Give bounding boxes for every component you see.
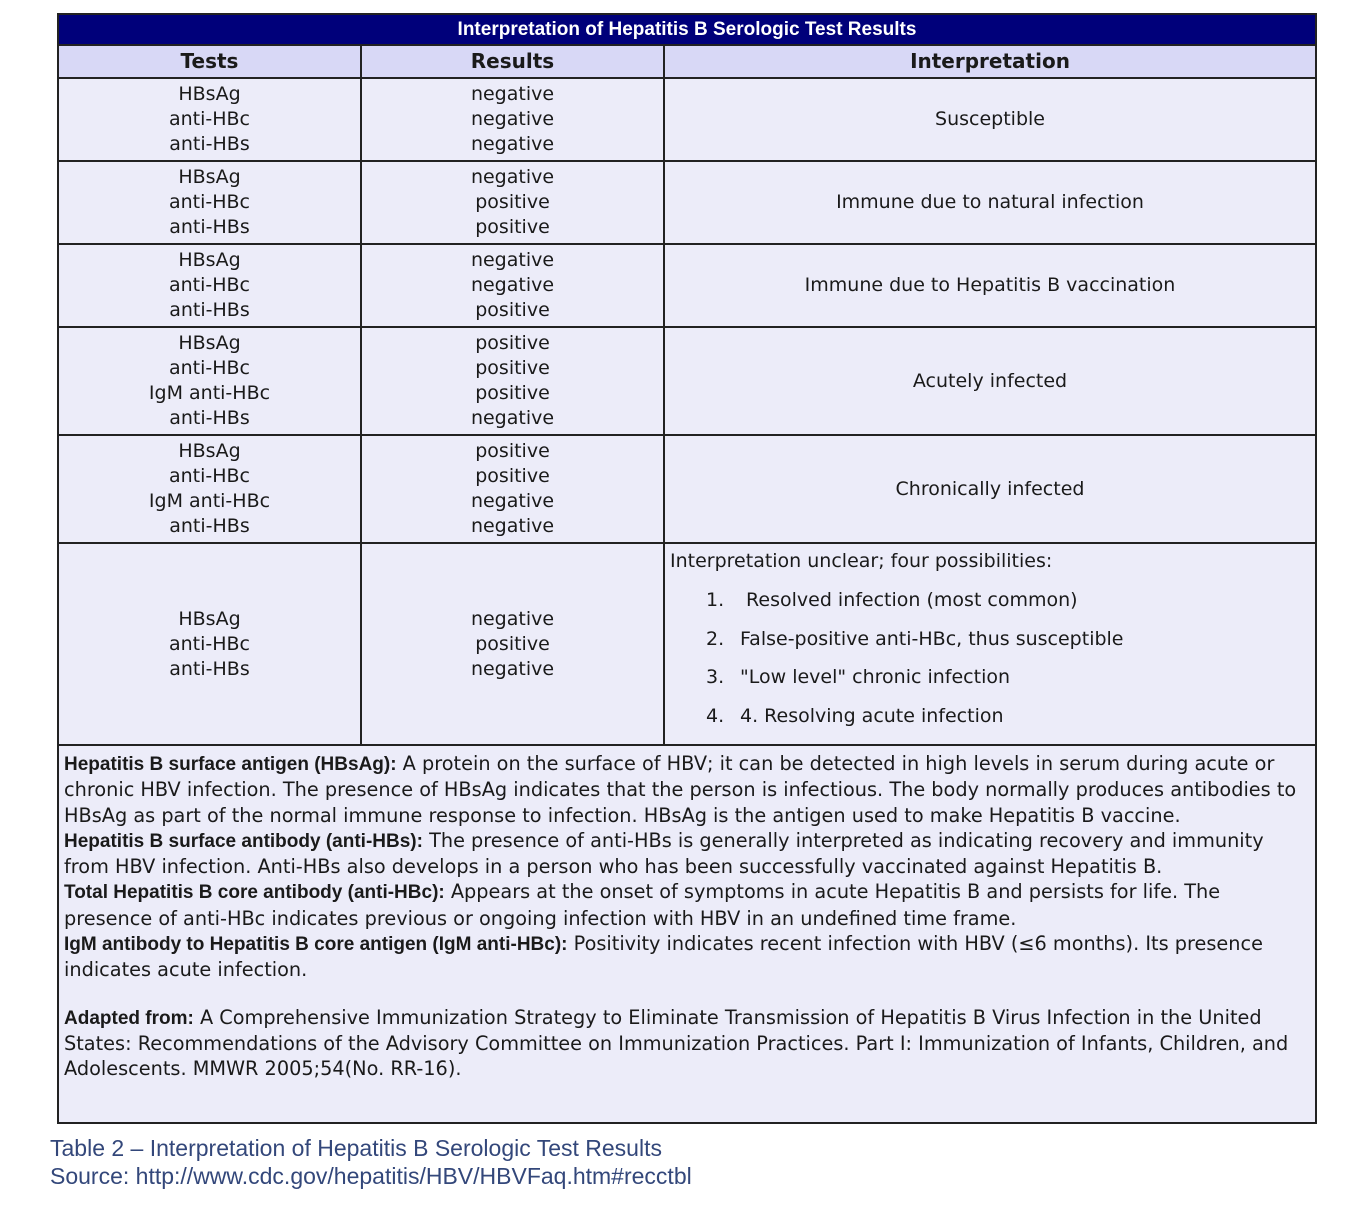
test-result: negative bbox=[470, 657, 555, 680]
tests-cell bbox=[59, 328, 362, 434]
test-name: anti-HBs bbox=[169, 299, 250, 321]
definition-term: Total Hepatitis B core antibody (anti-HBc): bbox=[64, 882, 445, 904]
table-row bbox=[59, 436, 1315, 544]
results-cell bbox=[362, 436, 665, 542]
test-result: negative bbox=[470, 133, 555, 155]
possibility-item bbox=[670, 626, 1124, 652]
table-title: Interpretation of Hepatitis B Serologic Test Results bbox=[59, 15, 1315, 46]
tests-cell bbox=[59, 245, 362, 326]
possibility-number: 1. bbox=[706, 588, 725, 611]
possibility-item bbox=[670, 587, 1124, 613]
test-result: negative bbox=[470, 83, 555, 105]
results-cell bbox=[362, 79, 665, 160]
interpretation-intro: Interpretation unclear; four possibilities: bbox=[670, 550, 1053, 572]
test-result: negative bbox=[470, 407, 555, 429]
table-row bbox=[59, 328, 1315, 436]
test-result: positive bbox=[475, 357, 550, 379]
adapted-label: Adapted from: bbox=[64, 1007, 194, 1029]
test-name: HBsAg bbox=[178, 332, 241, 354]
test-result: negative bbox=[470, 274, 555, 296]
possibilities-list bbox=[670, 574, 1124, 729]
interpretation-cell: Immune due to natural infection bbox=[836, 191, 1144, 213]
test-result: positive bbox=[475, 332, 550, 354]
results-cell bbox=[362, 162, 665, 243]
header-tests: Tests bbox=[59, 46, 362, 77]
definition-igm-anti-hbc bbox=[64, 931, 1309, 983]
test-name: HBsAg bbox=[178, 440, 241, 462]
test-name: anti-HBs bbox=[169, 133, 250, 155]
definition-text: Appears at the onset of symptoms in acute Hepatitis B and persists for life. The presence of anti-HBc indicates previous or ongoing infection with HBV in an undefined time frame. bbox=[64, 880, 1221, 930]
adapted-from bbox=[64, 1005, 1309, 1082]
test-name: HBsAg bbox=[178, 607, 241, 630]
table-row bbox=[59, 79, 1315, 162]
test-name: IgM anti-HBc bbox=[148, 490, 271, 512]
figure-caption bbox=[50, 1134, 692, 1190]
interpretation-cell: Acutely infected bbox=[912, 369, 1068, 392]
possibility-number: 2. bbox=[706, 627, 725, 650]
test-result: negative bbox=[470, 108, 555, 130]
possibility-text: 4. Resolving acute infection bbox=[740, 705, 1004, 728]
test-name: IgM anti-HBc bbox=[148, 382, 271, 404]
test-name: HBsAg bbox=[178, 249, 241, 271]
test-name: anti-HBc bbox=[168, 274, 251, 296]
caption-source: Source: http://www.cdc.gov/hepatitis/HBV/HBVFaq.htm#recctbl bbox=[50, 1163, 692, 1189]
definition-term: Hepatitis B surface antibody (anti-HBs): bbox=[64, 830, 423, 852]
definition-hbsag bbox=[64, 751, 1309, 828]
caption-title: Table 2 – Interpretation of Hepatitis B Serologic Test Results bbox=[50, 1135, 662, 1161]
test-name: anti-HBc bbox=[168, 357, 251, 379]
test-name: anti-HBs bbox=[169, 216, 250, 238]
definitions-section bbox=[59, 746, 1315, 1122]
possibility-item bbox=[670, 664, 1124, 690]
test-result: negative bbox=[470, 607, 555, 630]
definition-anti-hbc bbox=[64, 879, 1309, 931]
test-name: HBsAg bbox=[178, 166, 241, 188]
test-result: positive bbox=[475, 299, 550, 321]
possibility-text: "Low level" chronic infection bbox=[740, 666, 1011, 689]
results-cell bbox=[362, 544, 665, 744]
test-result: positive bbox=[475, 465, 550, 487]
definition-text: A protein on the surface of HBV; it can be detected in high levels in serum during acute or chronic HBV infection. The presence of HBsAg indicates that the person is infectious. The body normally produces antibodies to HBsAg as part of the normal immune response to infection. HBsAg is the antigen used to make Hepatitis B vaccine. bbox=[64, 752, 1297, 827]
table-row bbox=[59, 162, 1315, 245]
test-result: positive bbox=[475, 632, 550, 655]
tests-cell bbox=[59, 544, 362, 744]
possibility-text: Resolved infection (most common) bbox=[740, 588, 1078, 611]
possibility-number: 3. bbox=[706, 666, 725, 689]
test-result: positive bbox=[475, 382, 550, 404]
test-name: anti-HBs bbox=[169, 657, 250, 680]
possibility-item bbox=[670, 703, 1124, 729]
interpretation-cell: Immune due to Hepatitis B vaccination bbox=[804, 274, 1176, 296]
test-result: negative bbox=[470, 490, 555, 512]
test-result: positive bbox=[475, 440, 550, 462]
test-name: anti-HBs bbox=[169, 515, 250, 537]
definition-text: The presence of anti-HBs is generally interpreted as indicating recovery and immunity from HBV infection. Anti-HBs also develops in a person who has been successfully vaccinated against Hepatitis B. bbox=[64, 828, 1264, 879]
tests-cell bbox=[59, 162, 362, 243]
test-result: negative bbox=[470, 166, 555, 188]
test-name: anti-HBc bbox=[168, 191, 251, 213]
test-result: positive bbox=[475, 191, 550, 213]
results-cell bbox=[362, 245, 665, 326]
test-result: negative bbox=[470, 249, 555, 271]
results-cell bbox=[362, 328, 665, 434]
interpretation-cell: Chronically infected bbox=[895, 477, 1085, 500]
tests-cell bbox=[59, 79, 362, 160]
possibility-text: False-positive anti-HBc, thus susceptible bbox=[740, 627, 1124, 650]
interpretation-cell: Susceptible bbox=[935, 108, 1045, 130]
test-name: anti-HBc bbox=[168, 632, 251, 655]
test-result: positive bbox=[475, 216, 550, 238]
definition-term: IgM antibody to Hepatitis B core antigen (IgM anti-HBc): bbox=[64, 934, 568, 956]
test-name: HBsAg bbox=[178, 83, 241, 105]
definition-text: Positivity indicates recent infection with HBV (≤6 months). Its presence indicates acute infection. bbox=[64, 932, 1263, 982]
test-name: anti-HBc bbox=[168, 108, 251, 130]
serologic-results-table bbox=[57, 13, 1317, 1124]
header-interpretation: Interpretation bbox=[910, 49, 1070, 73]
adapted-text: A Comprehensive Immunization Strategy to Eliminate Transmission of Hepatitis B Virus Infection in the United States: Recommendations of the Advisory Committee on Immunization Practices. Part I: Immunization of Infants, Children, and Adolescents. MMWR 2005;54(No. RR-16). bbox=[64, 1005, 1289, 1081]
possibility-number: 4. bbox=[706, 705, 725, 728]
interpretation-cell bbox=[665, 544, 1315, 744]
table-header-row bbox=[59, 46, 1315, 79]
test-name: anti-HBs bbox=[169, 407, 250, 429]
table-row bbox=[59, 544, 1315, 746]
test-result: negative bbox=[470, 515, 555, 537]
header-results: Results bbox=[362, 46, 665, 77]
test-name: anti-HBc bbox=[168, 465, 251, 487]
definition-term: Hepatitis B surface antigen (HBsAg): bbox=[64, 754, 397, 775]
table-row bbox=[59, 245, 1315, 328]
definition-anti-hbs bbox=[64, 828, 1309, 880]
tests-cell bbox=[59, 436, 362, 542]
